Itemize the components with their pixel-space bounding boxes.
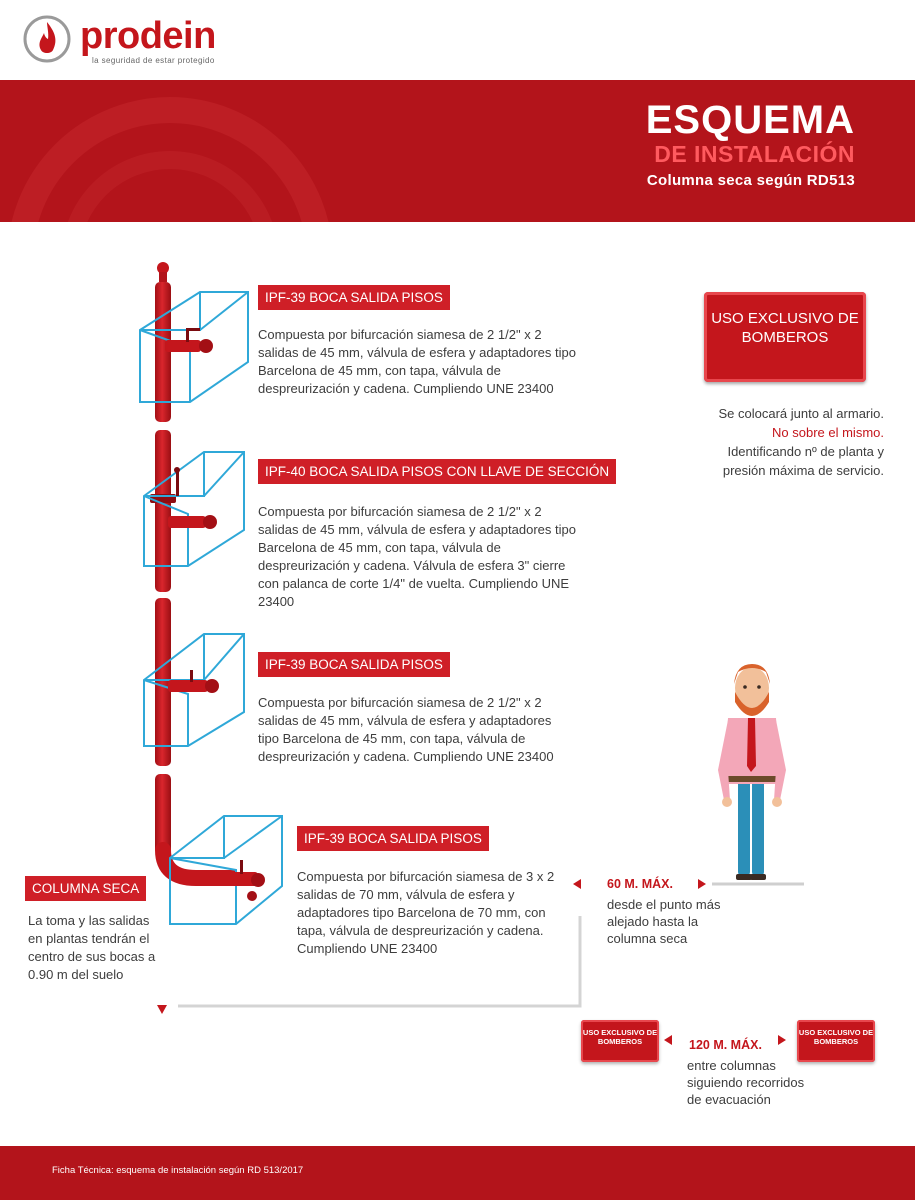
section-tag: IPF-40 BOCA SALIDA PISOS CON LLAVE DE SECCIÓN	[258, 459, 616, 484]
brand-tagline: la seguridad de estar protegido	[92, 56, 215, 65]
distance-label: 60 M. MÁX.	[607, 877, 673, 891]
arrow-right-icon	[698, 879, 706, 889]
uso-note-warning: No sobre el mismo.	[772, 425, 884, 440]
uso-note-line: Se colocará junto al armario.	[718, 406, 884, 421]
section-description: Compuesta por bifurcación siamesa de 2 1/2" x 2 salidas de 45 mm, válvula de esfera y adaptadores tipo Barcelona de 45 mm, con tapa, válvula de despreurización y cadena. Válvula de esfera 3" cierre con palanca de corte 1/4" de vuelta. Cumpliendo UNE 23400	[258, 504, 576, 609]
page-caption: Columna seca según RD513	[646, 172, 855, 189]
uso-exclusivo-label-small: USO EXCLUSIVO DE BOMBEROS	[582, 1028, 658, 1046]
siamese-outlet	[168, 670, 219, 693]
uso-exclusivo-label: USO EXCLUSIVO DE BOMBEROS	[711, 310, 859, 346]
uso-note	[684, 404, 884, 480]
arrow-left-icon	[573, 879, 581, 889]
arrow-left-icon	[664, 1035, 672, 1045]
section-tag: IPF-39 BOCA SALIDA PISOS	[297, 826, 489, 851]
section-description: Compuesta por bifurcación siamesa de 2 1/2" x 2 salidas de 45 mm, válvula de esfera y adaptadores tipo Barcelona de 45 mm, con tapa, válvula de despreurización y cadena. Cumpliendo UNE 23400	[258, 695, 554, 764]
section-tag: IPF-39 BOCA SALIDA PISOS	[258, 652, 450, 677]
uso-exclusivo-label-small: USO EXCLUSIVO DE BOMBEROS	[798, 1028, 874, 1046]
distance-description: entre columnas siguiendo recorridos de evacuación	[687, 1058, 805, 1107]
distance-label: 120 M. MÁX.	[689, 1038, 762, 1052]
arrow-right-icon	[778, 1035, 786, 1045]
columna-seca-tag: COLUMNA SECA	[25, 876, 146, 901]
siamese-outlet	[165, 328, 213, 353]
page-subtitle: DE INSTALACIÓN	[654, 141, 855, 167]
footer-text: Ficha Técnica: esquema de instalación según RD 513/2017	[52, 1165, 304, 1176]
section-description: Compuesta por bifurcación siamesa de 3 x 2 salidas de 70 mm, válvula de esfera y adaptadores tipo Barcelona de 70 mm, con tapa, válvula de despreurización y cadena. Cumpliendo UNE 23400	[297, 869, 555, 956]
arrow-down-icon	[157, 1005, 167, 1014]
page-title: ESQUEMA	[645, 98, 855, 142]
siamese-outlet	[228, 860, 265, 901]
section-tag: IPF-39 BOCA SALIDA PISOS	[258, 285, 450, 310]
distance-description: desde el punto más alejado hasta la columna seca	[607, 897, 721, 946]
person-figure-icon	[712, 664, 804, 884]
section-description: Compuesta por bifurcación siamesa de 2 1/2" x 2 salidas de 45 mm, válvula de esfera y adaptadores tipo Barcelona de 45 mm, con tapa, válvula de despreurización y cadena. Cumpliendo UNE 23400	[258, 327, 576, 396]
columna-seca-description: La toma y las salidas en plantas tendrán el centro de sus bocas a 0.90 m del suelo	[28, 913, 156, 982]
uso-note-line: Identificando nº de planta y presión máxima de servicio.	[722, 444, 884, 478]
brand-name: prodein	[80, 15, 216, 57]
